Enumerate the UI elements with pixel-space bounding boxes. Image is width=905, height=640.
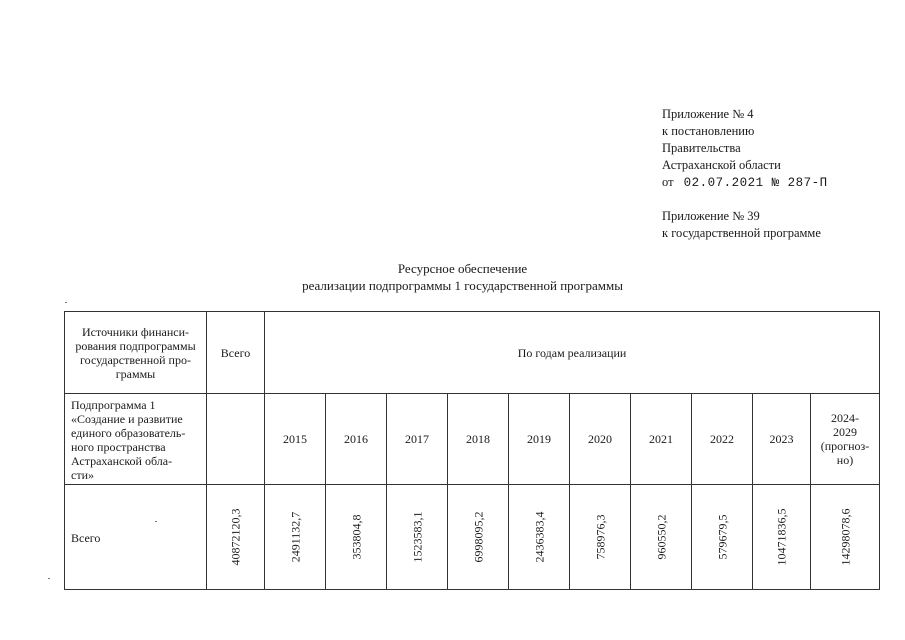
last-year-line: но) bbox=[836, 453, 854, 467]
header-sources-line: государственной про- bbox=[80, 352, 191, 367]
last-year-line: 2024- bbox=[831, 411, 859, 425]
appendix-line: Правительства bbox=[662, 141, 741, 155]
appendix-line: Приложение № 4 bbox=[662, 107, 754, 121]
subprogram-line: Подпрограмма 1 bbox=[71, 398, 156, 412]
value-cell bbox=[631, 485, 692, 590]
appendix-line: Астраханской области bbox=[662, 158, 781, 172]
year-cell: 2021 bbox=[631, 394, 692, 485]
header-sources-line: рования подпрограммы bbox=[75, 338, 196, 353]
value-text: 579679,5 bbox=[715, 514, 729, 560]
value-text: 2436383,4 bbox=[532, 511, 546, 563]
value-text: 10471836,5 bbox=[774, 508, 789, 566]
year-cell: 2015 bbox=[265, 394, 326, 485]
last-year-line: 2029 bbox=[833, 425, 857, 439]
appendix-line: к постановлению bbox=[662, 124, 755, 138]
year-cell: 2022 bbox=[692, 394, 753, 485]
row-total-value: 40872120,3 bbox=[228, 508, 243, 566]
value-cell bbox=[811, 485, 880, 590]
appendix2-block bbox=[662, 208, 821, 242]
value-text: 6998095,2 bbox=[471, 511, 485, 563]
header-sources-line: граммы bbox=[115, 366, 156, 381]
scan-speck bbox=[48, 578, 50, 579]
scan-speck bbox=[155, 521, 157, 522]
subprogram-line: «Создание и развитие bbox=[71, 412, 183, 426]
value-cell bbox=[570, 485, 631, 590]
value-text: 14298078,6 bbox=[838, 508, 852, 566]
header-years-cell: По годам реализации bbox=[265, 312, 880, 394]
from-label: от bbox=[662, 175, 674, 189]
decree-date-number: 02.07.2021 № 287-П bbox=[683, 176, 828, 190]
value-cell bbox=[753, 485, 811, 590]
title-line: Ресурсное обеспечение bbox=[397, 261, 528, 276]
header-sources-cell bbox=[65, 312, 207, 394]
value-cell bbox=[326, 485, 387, 590]
subprogram-line: Астраханской обла- bbox=[71, 454, 173, 468]
last-year-line: (прогноз- bbox=[820, 439, 870, 453]
value-cell bbox=[387, 485, 448, 590]
subprogram-cell bbox=[65, 394, 207, 485]
scan-speck bbox=[65, 302, 67, 303]
appendix-block bbox=[662, 106, 828, 192]
value-text: 758976,3 bbox=[593, 514, 607, 560]
row-label-cell: Всего bbox=[65, 485, 207, 590]
year-cell: 2023 bbox=[753, 394, 811, 485]
header-total-cell: Всего bbox=[207, 312, 265, 394]
row-total-cell bbox=[207, 485, 265, 590]
year-cell: 2017 bbox=[387, 394, 448, 485]
last-year-cell bbox=[811, 394, 880, 485]
value-text: 2491132,7 bbox=[288, 511, 302, 563]
value-cell bbox=[692, 485, 753, 590]
value-cell bbox=[265, 485, 326, 590]
year-cell: 2019 bbox=[509, 394, 570, 485]
year-cell: 2018 bbox=[448, 394, 509, 485]
value-cell bbox=[448, 485, 509, 590]
title-line: реализации подпрограммы 1 государственной программы bbox=[302, 278, 623, 293]
year-cell: 2020 bbox=[570, 394, 631, 485]
value-text: 353804,8 bbox=[349, 514, 363, 560]
subprogram-line: единого образователь- bbox=[71, 426, 186, 440]
value-text: 1523583,1 bbox=[410, 511, 424, 563]
empty-total-cell bbox=[207, 394, 265, 485]
value-text: 960550,2 bbox=[654, 514, 668, 560]
resource-table bbox=[64, 311, 880, 590]
appendix-date-line bbox=[662, 174, 828, 192]
subprogram-line: ного пространства bbox=[71, 440, 166, 454]
value-cell bbox=[509, 485, 570, 590]
header-sources-line: Источники финанси- bbox=[81, 324, 189, 339]
appendix2-line: к государственной программе bbox=[662, 226, 821, 240]
subprogram-line: сти» bbox=[71, 468, 94, 482]
appendix2-line: Приложение № 39 bbox=[662, 209, 760, 223]
document-title bbox=[0, 260, 905, 294]
year-cell: 2016 bbox=[326, 394, 387, 485]
